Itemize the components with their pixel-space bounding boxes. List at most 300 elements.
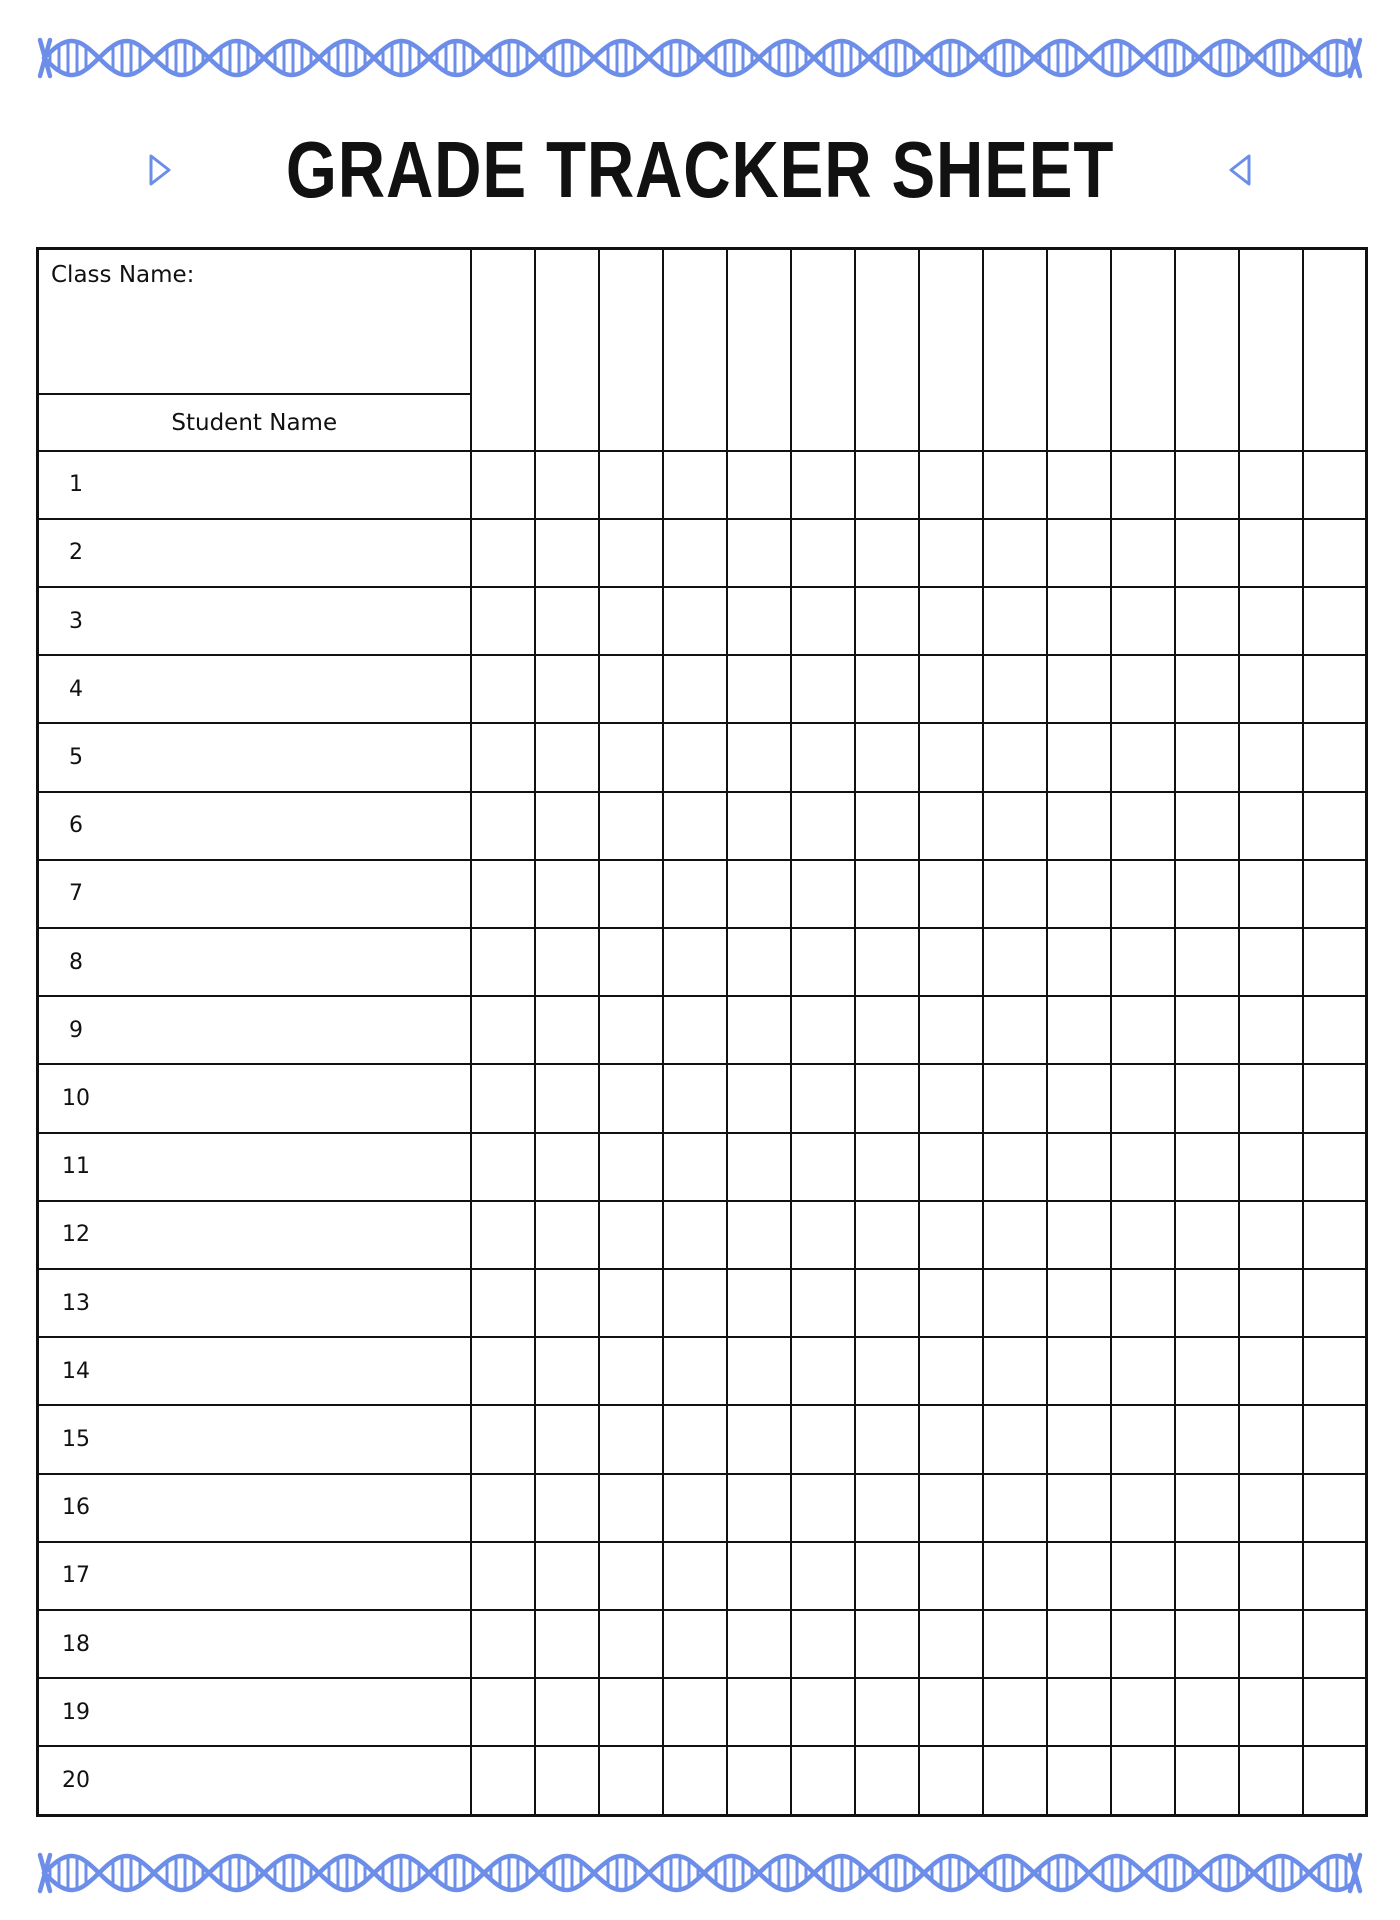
- grade-cell[interactable]: [1047, 655, 1111, 723]
- grade-cell[interactable]: [535, 1542, 599, 1610]
- grade-header-cell[interactable]: [727, 249, 791, 451]
- grade-cell[interactable]: [1303, 996, 1367, 1064]
- grade-cell[interactable]: [1047, 1610, 1111, 1678]
- grade-cell[interactable]: [919, 1474, 983, 1542]
- grade-cell[interactable]: [663, 996, 727, 1064]
- grade-cell[interactable]: [1111, 860, 1175, 928]
- grade-cell[interactable]: [1111, 1542, 1175, 1610]
- grade-cell[interactable]: [599, 1678, 663, 1746]
- grade-cell[interactable]: [855, 1542, 919, 1610]
- grade-cell[interactable]: [727, 655, 791, 723]
- grade-cell[interactable]: [535, 723, 599, 791]
- grade-cell[interactable]: [535, 1678, 599, 1746]
- grade-cell[interactable]: [663, 1610, 727, 1678]
- grade-cell[interactable]: [663, 1405, 727, 1473]
- grade-cell[interactable]: [919, 1133, 983, 1201]
- grade-cell[interactable]: [599, 519, 663, 587]
- grade-cell[interactable]: [1111, 1474, 1175, 1542]
- grade-cell[interactable]: [727, 860, 791, 928]
- grade-cell[interactable]: [471, 451, 535, 519]
- grade-cell[interactable]: [1303, 1269, 1367, 1337]
- grade-cell[interactable]: [983, 1269, 1047, 1337]
- grade-cell[interactable]: [983, 723, 1047, 791]
- grade-cell[interactable]: [1047, 519, 1111, 587]
- grade-cell[interactable]: [1175, 1474, 1239, 1542]
- grade-cell[interactable]: [1111, 1746, 1175, 1815]
- grade-cell[interactable]: [1303, 1201, 1367, 1269]
- grade-cell[interactable]: [855, 1064, 919, 1132]
- student-name-cell[interactable]: [38, 1201, 471, 1269]
- student-name-cell[interactable]: [38, 1746, 471, 1815]
- grade-cell[interactable]: [791, 1542, 855, 1610]
- grade-cell[interactable]: [919, 860, 983, 928]
- grade-cell[interactable]: [599, 1064, 663, 1132]
- grade-cell[interactable]: [471, 1474, 535, 1542]
- grade-cell[interactable]: [919, 928, 983, 996]
- grade-cell[interactable]: [1175, 1269, 1239, 1337]
- grade-cell[interactable]: [599, 1337, 663, 1405]
- grade-cell[interactable]: [1303, 1474, 1367, 1542]
- grade-cell[interactable]: [983, 1064, 1047, 1132]
- grade-header-cell[interactable]: [1239, 249, 1303, 451]
- grade-cell[interactable]: [919, 1064, 983, 1132]
- grade-cell[interactable]: [1239, 792, 1303, 860]
- grade-header-cell[interactable]: [1111, 249, 1175, 451]
- grade-cell[interactable]: [471, 1337, 535, 1405]
- grade-header-cell[interactable]: [1175, 249, 1239, 451]
- grade-cell[interactable]: [1175, 792, 1239, 860]
- grade-cell[interactable]: [1303, 587, 1367, 655]
- grade-cell[interactable]: [1303, 1133, 1367, 1201]
- grade-cell[interactable]: [727, 1405, 791, 1473]
- grade-cell[interactable]: [791, 1201, 855, 1269]
- student-name-cell[interactable]: [38, 655, 471, 723]
- grade-cell[interactable]: [919, 519, 983, 587]
- grade-cell[interactable]: [1303, 451, 1367, 519]
- grade-cell[interactable]: [535, 1337, 599, 1405]
- grade-cell[interactable]: [663, 1678, 727, 1746]
- student-name-cell[interactable]: [38, 1405, 471, 1473]
- grade-cell[interactable]: [471, 1133, 535, 1201]
- grade-cell[interactable]: [1047, 1405, 1111, 1473]
- grade-cell[interactable]: [663, 928, 727, 996]
- grade-cell[interactable]: [1239, 519, 1303, 587]
- grade-cell[interactable]: [471, 519, 535, 587]
- grade-cell[interactable]: [1111, 928, 1175, 996]
- grade-cell[interactable]: [791, 1746, 855, 1815]
- grade-cell[interactable]: [1175, 655, 1239, 723]
- grade-cell[interactable]: [983, 1405, 1047, 1473]
- grade-cell[interactable]: [1239, 587, 1303, 655]
- student-name-cell[interactable]: [38, 519, 471, 587]
- grade-cell[interactable]: [1175, 1678, 1239, 1746]
- grade-cell[interactable]: [471, 928, 535, 996]
- grade-cell[interactable]: [1047, 1542, 1111, 1610]
- grade-cell[interactable]: [855, 1269, 919, 1337]
- grade-cell[interactable]: [983, 1542, 1047, 1610]
- grade-cell[interactable]: [535, 792, 599, 860]
- class-name-cell[interactable]: [38, 249, 471, 395]
- grade-cell[interactable]: [599, 1542, 663, 1610]
- grade-cell[interactable]: [919, 792, 983, 860]
- grade-cell[interactable]: [727, 519, 791, 587]
- grade-cell[interactable]: [727, 1337, 791, 1405]
- grade-cell[interactable]: [663, 1133, 727, 1201]
- grade-cell[interactable]: [1175, 1064, 1239, 1132]
- grade-cell[interactable]: [535, 587, 599, 655]
- student-name-cell[interactable]: [38, 1542, 471, 1610]
- grade-cell[interactable]: [791, 519, 855, 587]
- grade-cell[interactable]: [1047, 1678, 1111, 1746]
- grade-cell[interactable]: [983, 1474, 1047, 1542]
- grade-cell[interactable]: [791, 451, 855, 519]
- grade-cell[interactable]: [1111, 723, 1175, 791]
- grade-cell[interactable]: [983, 451, 1047, 519]
- grade-header-cell[interactable]: [663, 249, 727, 451]
- grade-cell[interactable]: [471, 792, 535, 860]
- grade-cell[interactable]: [983, 1746, 1047, 1815]
- grade-cell[interactable]: [471, 723, 535, 791]
- grade-cell[interactable]: [983, 519, 1047, 587]
- grade-cell[interactable]: [471, 1269, 535, 1337]
- grade-cell[interactable]: [663, 587, 727, 655]
- grade-cell[interactable]: [1047, 1269, 1111, 1337]
- student-name-cell[interactable]: [38, 1064, 471, 1132]
- grade-cell[interactable]: [1303, 723, 1367, 791]
- grade-cell[interactable]: [599, 792, 663, 860]
- grade-cell[interactable]: [919, 1201, 983, 1269]
- grade-cell[interactable]: [727, 1474, 791, 1542]
- grade-cell[interactable]: [919, 723, 983, 791]
- student-name-cell[interactable]: [38, 1337, 471, 1405]
- grade-cell[interactable]: [1239, 451, 1303, 519]
- student-name-cell[interactable]: [38, 1269, 471, 1337]
- grade-cell[interactable]: [919, 1678, 983, 1746]
- grade-cell[interactable]: [727, 928, 791, 996]
- grade-cell[interactable]: [471, 1610, 535, 1678]
- grade-cell[interactable]: [535, 1405, 599, 1473]
- grade-cell[interactable]: [1111, 1337, 1175, 1405]
- grade-cell[interactable]: [791, 1064, 855, 1132]
- grade-cell[interactable]: [1239, 1201, 1303, 1269]
- grade-cell[interactable]: [663, 1746, 727, 1815]
- student-name-cell[interactable]: [38, 792, 471, 860]
- grade-cell[interactable]: [855, 792, 919, 860]
- grade-cell[interactable]: [471, 1064, 535, 1132]
- grade-cell[interactable]: [1175, 1746, 1239, 1815]
- grade-cell[interactable]: [727, 996, 791, 1064]
- grade-cell[interactable]: [727, 723, 791, 791]
- grade-cell[interactable]: [599, 1474, 663, 1542]
- grade-cell[interactable]: [1239, 1678, 1303, 1746]
- grade-cell[interactable]: [1303, 1610, 1367, 1678]
- student-name-cell[interactable]: [38, 1610, 471, 1678]
- grade-cell[interactable]: [599, 1405, 663, 1473]
- grade-cell[interactable]: [1111, 519, 1175, 587]
- grade-cell[interactable]: [663, 1474, 727, 1542]
- grade-cell[interactable]: [791, 1405, 855, 1473]
- grade-cell[interactable]: [855, 1678, 919, 1746]
- grade-cell[interactable]: [599, 1746, 663, 1815]
- grade-cell[interactable]: [727, 1610, 791, 1678]
- grade-cell[interactable]: [919, 1746, 983, 1815]
- grade-cell[interactable]: [983, 1678, 1047, 1746]
- grade-cell[interactable]: [983, 1610, 1047, 1678]
- grade-cell[interactable]: [471, 1201, 535, 1269]
- grade-cell[interactable]: [1303, 928, 1367, 996]
- grade-cell[interactable]: [1303, 1405, 1367, 1473]
- grade-cell[interactable]: [983, 860, 1047, 928]
- student-name-cell[interactable]: [38, 451, 471, 519]
- student-name-cell[interactable]: [38, 928, 471, 996]
- grade-cell[interactable]: [1111, 996, 1175, 1064]
- grade-cell[interactable]: [1239, 1610, 1303, 1678]
- grade-cell[interactable]: [727, 1678, 791, 1746]
- grade-cell[interactable]: [535, 519, 599, 587]
- grade-cell[interactable]: [1111, 1269, 1175, 1337]
- grade-header-cell[interactable]: [791, 249, 855, 451]
- grade-cell[interactable]: [983, 1133, 1047, 1201]
- grade-cell[interactable]: [1047, 792, 1111, 860]
- grade-cell[interactable]: [599, 1269, 663, 1337]
- grade-cell[interactable]: [727, 1201, 791, 1269]
- grade-cell[interactable]: [471, 860, 535, 928]
- grade-cell[interactable]: [599, 655, 663, 723]
- grade-cell[interactable]: [599, 1201, 663, 1269]
- student-name-cell[interactable]: [38, 587, 471, 655]
- grade-cell[interactable]: [727, 451, 791, 519]
- grade-cell[interactable]: [1175, 519, 1239, 587]
- grade-cell[interactable]: [663, 723, 727, 791]
- grade-cell[interactable]: [535, 1474, 599, 1542]
- grade-cell[interactable]: [919, 587, 983, 655]
- grade-header-cell[interactable]: [535, 249, 599, 451]
- grade-cell[interactable]: [855, 1337, 919, 1405]
- grade-cell[interactable]: [855, 1133, 919, 1201]
- grade-cell[interactable]: [1303, 655, 1367, 723]
- grade-cell[interactable]: [1239, 723, 1303, 791]
- grade-cell[interactable]: [1175, 1133, 1239, 1201]
- grade-cell[interactable]: [1175, 1610, 1239, 1678]
- grade-cell[interactable]: [1175, 928, 1239, 996]
- grade-cell[interactable]: [1047, 928, 1111, 996]
- grade-cell[interactable]: [535, 1201, 599, 1269]
- grade-cell[interactable]: [663, 451, 727, 519]
- grade-cell[interactable]: [727, 1133, 791, 1201]
- grade-cell[interactable]: [855, 1746, 919, 1815]
- grade-cell[interactable]: [1047, 1337, 1111, 1405]
- grade-cell[interactable]: [791, 587, 855, 655]
- student-name-cell[interactable]: [38, 860, 471, 928]
- grade-header-cell[interactable]: [983, 249, 1047, 451]
- grade-cell[interactable]: [1239, 1337, 1303, 1405]
- grade-cell[interactable]: [599, 1133, 663, 1201]
- grade-cell[interactable]: [1175, 860, 1239, 928]
- grade-cell[interactable]: [471, 1678, 535, 1746]
- grade-cell[interactable]: [1175, 1337, 1239, 1405]
- grade-cell[interactable]: [663, 792, 727, 860]
- grade-cell[interactable]: [727, 1746, 791, 1815]
- grade-cell[interactable]: [471, 1542, 535, 1610]
- grade-cell[interactable]: [1239, 1746, 1303, 1815]
- grade-cell[interactable]: [855, 1405, 919, 1473]
- grade-cell[interactable]: [727, 792, 791, 860]
- grade-cell[interactable]: [1047, 1064, 1111, 1132]
- grade-cell[interactable]: [983, 792, 1047, 860]
- grade-cell[interactable]: [1111, 587, 1175, 655]
- grade-cell[interactable]: [791, 860, 855, 928]
- grade-cell[interactable]: [535, 1064, 599, 1132]
- grade-cell[interactable]: [1175, 1405, 1239, 1473]
- student-name-cell[interactable]: [38, 1133, 471, 1201]
- grade-cell[interactable]: [791, 1337, 855, 1405]
- grade-cell[interactable]: [471, 996, 535, 1064]
- grade-cell[interactable]: [1239, 928, 1303, 996]
- grade-cell[interactable]: [727, 587, 791, 655]
- grade-cell[interactable]: [919, 655, 983, 723]
- grade-cell[interactable]: [1303, 1064, 1367, 1132]
- grade-cell[interactable]: [1111, 1201, 1175, 1269]
- grade-cell[interactable]: [1239, 655, 1303, 723]
- grade-header-cell[interactable]: [919, 249, 983, 451]
- grade-cell[interactable]: [663, 655, 727, 723]
- grade-cell[interactable]: [791, 655, 855, 723]
- grade-cell[interactable]: [855, 928, 919, 996]
- grade-cell[interactable]: [919, 1542, 983, 1610]
- grade-cell[interactable]: [1239, 996, 1303, 1064]
- grade-header-cell[interactable]: [471, 249, 535, 451]
- grade-cell[interactable]: [1303, 1746, 1367, 1815]
- grade-cell[interactable]: [855, 1201, 919, 1269]
- grade-cell[interactable]: [599, 1610, 663, 1678]
- grade-cell[interactable]: [983, 587, 1047, 655]
- grade-cell[interactable]: [1047, 860, 1111, 928]
- grade-cell[interactable]: [855, 723, 919, 791]
- grade-cell[interactable]: [599, 928, 663, 996]
- grade-cell[interactable]: [1111, 1133, 1175, 1201]
- grade-cell[interactable]: [1175, 451, 1239, 519]
- grade-cell[interactable]: [1175, 1542, 1239, 1610]
- grade-cell[interactable]: [1239, 1542, 1303, 1610]
- grade-cell[interactable]: [855, 860, 919, 928]
- grade-cell[interactable]: [983, 1201, 1047, 1269]
- grade-cell[interactable]: [1303, 519, 1367, 587]
- grade-cell[interactable]: [535, 655, 599, 723]
- grade-cell[interactable]: [599, 996, 663, 1064]
- grade-cell[interactable]: [983, 1337, 1047, 1405]
- grade-cell[interactable]: [535, 451, 599, 519]
- student-name-cell[interactable]: [38, 1474, 471, 1542]
- grade-cell[interactable]: [471, 655, 535, 723]
- grade-cell[interactable]: [1303, 1542, 1367, 1610]
- grade-cell[interactable]: [791, 1610, 855, 1678]
- grade-cell[interactable]: [599, 860, 663, 928]
- grade-cell[interactable]: [791, 1133, 855, 1201]
- grade-cell[interactable]: [1175, 996, 1239, 1064]
- grade-cell[interactable]: [535, 1269, 599, 1337]
- grade-cell[interactable]: [983, 655, 1047, 723]
- grade-cell[interactable]: [1175, 587, 1239, 655]
- grade-cell[interactable]: [855, 1610, 919, 1678]
- grade-cell[interactable]: [1111, 1064, 1175, 1132]
- grade-cell[interactable]: [919, 1269, 983, 1337]
- student-name-cell[interactable]: [38, 996, 471, 1064]
- grade-cell[interactable]: [1047, 587, 1111, 655]
- student-name-cell[interactable]: [38, 1678, 471, 1746]
- grade-cell[interactable]: [535, 1746, 599, 1815]
- grade-cell[interactable]: [855, 451, 919, 519]
- grade-cell[interactable]: [535, 1610, 599, 1678]
- grade-cell[interactable]: [535, 1133, 599, 1201]
- grade-cell[interactable]: [1111, 1610, 1175, 1678]
- grade-cell[interactable]: [1239, 1133, 1303, 1201]
- grade-cell[interactable]: [791, 792, 855, 860]
- grade-cell[interactable]: [1111, 1405, 1175, 1473]
- grade-cell[interactable]: [1047, 1746, 1111, 1815]
- grade-cell[interactable]: [599, 723, 663, 791]
- grade-cell[interactable]: [1303, 860, 1367, 928]
- grade-cell[interactable]: [1111, 1678, 1175, 1746]
- grade-header-cell[interactable]: [1047, 249, 1111, 451]
- grade-cell[interactable]: [983, 996, 1047, 1064]
- grade-cell[interactable]: [1047, 1201, 1111, 1269]
- grade-cell[interactable]: [1111, 451, 1175, 519]
- grade-cell[interactable]: [1047, 451, 1111, 519]
- grade-cell[interactable]: [1239, 860, 1303, 928]
- grade-cell[interactable]: [535, 928, 599, 996]
- grade-cell[interactable]: [535, 996, 599, 1064]
- grade-cell[interactable]: [663, 860, 727, 928]
- grade-cell[interactable]: [1047, 723, 1111, 791]
- grade-cell[interactable]: [983, 928, 1047, 996]
- grade-cell[interactable]: [663, 519, 727, 587]
- grade-cell[interactable]: [1047, 1133, 1111, 1201]
- grade-cell[interactable]: [919, 451, 983, 519]
- student-name-cell[interactable]: [38, 723, 471, 791]
- grade-cell[interactable]: [919, 1405, 983, 1473]
- grade-cell[interactable]: [1175, 1201, 1239, 1269]
- grade-cell[interactable]: [1111, 792, 1175, 860]
- grade-cell[interactable]: [471, 1746, 535, 1815]
- grade-cell[interactable]: [1239, 1269, 1303, 1337]
- grade-cell[interactable]: [791, 723, 855, 791]
- grade-cell[interactable]: [791, 928, 855, 996]
- grade-cell[interactable]: [1175, 723, 1239, 791]
- grade-header-cell[interactable]: [1303, 249, 1367, 451]
- grade-cell[interactable]: [919, 1610, 983, 1678]
- grade-cell[interactable]: [1303, 792, 1367, 860]
- grade-cell[interactable]: [1239, 1474, 1303, 1542]
- grade-cell[interactable]: [663, 1542, 727, 1610]
- grade-cell[interactable]: [471, 587, 535, 655]
- grade-cell[interactable]: [471, 1405, 535, 1473]
- grade-cell[interactable]: [663, 1064, 727, 1132]
- grade-cell[interactable]: [599, 587, 663, 655]
- grade-cell[interactable]: [1303, 1337, 1367, 1405]
- grade-cell[interactable]: [599, 451, 663, 519]
- grade-header-cell[interactable]: [855, 249, 919, 451]
- grade-cell[interactable]: [727, 1269, 791, 1337]
- grade-cell[interactable]: [791, 996, 855, 1064]
- grade-cell[interactable]: [919, 1337, 983, 1405]
- grade-cell[interactable]: [855, 519, 919, 587]
- grade-cell[interactable]: [855, 1474, 919, 1542]
- grade-cell[interactable]: [1303, 1678, 1367, 1746]
- grade-cell[interactable]: [791, 1678, 855, 1746]
- grade-cell[interactable]: [791, 1269, 855, 1337]
- grade-cell[interactable]: [1239, 1064, 1303, 1132]
- grade-cell[interactable]: [663, 1201, 727, 1269]
